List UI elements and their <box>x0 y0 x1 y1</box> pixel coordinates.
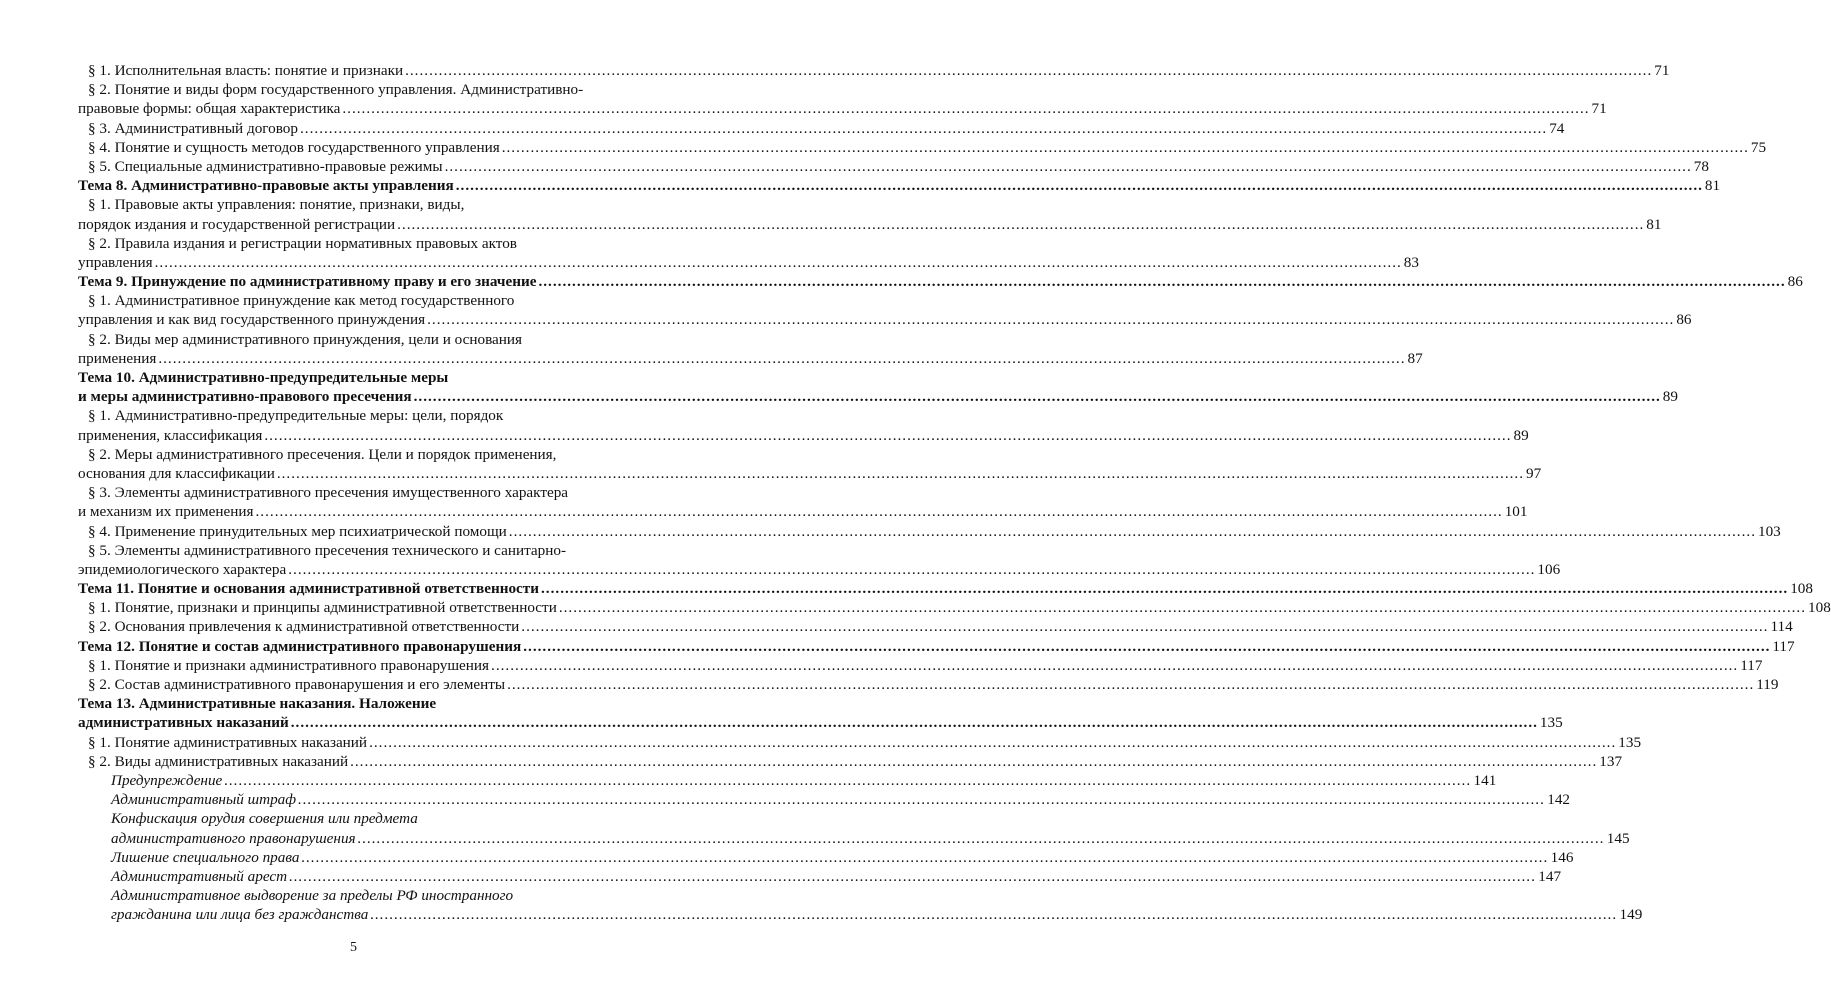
toc-entry <box>78 215 1662 234</box>
toc-entry <box>78 617 1793 636</box>
toc-entry-page: 135 <box>1539 714 1563 732</box>
toc-entry-text: § 2. Меры административного пресечения. Цели и порядок применения, <box>88 445 557 463</box>
toc-entry-text: управления и как вид государственного принуждения <box>78 311 426 329</box>
toc-topic-heading <box>78 176 1721 195</box>
toc-entry <box>78 138 1767 157</box>
toc-entry-text: Тема 9. Принуждение по административному праву и его значение <box>78 273 537 291</box>
toc-subentry <box>78 809 637 828</box>
toc-entry-text: и механизм их применения <box>78 503 254 521</box>
toc-entry <box>78 733 1642 752</box>
toc-entry-page: 86 <box>1676 311 1692 329</box>
toc-entry <box>78 426 1529 445</box>
leader-dots <box>291 713 1538 732</box>
toc-entry-text: применения <box>78 349 157 367</box>
toc-entry-text: административных наказаний <box>78 714 289 732</box>
toc-topic-heading <box>78 694 637 713</box>
leader-dots <box>541 579 1788 598</box>
leader-dots <box>301 848 1548 867</box>
toc-subentry <box>78 790 1571 809</box>
toc-entry <box>78 330 637 349</box>
toc-entry-text: применения, классификация <box>78 426 263 444</box>
toc-entry <box>78 502 1528 521</box>
leader-dots <box>300 119 1547 138</box>
toc-entry <box>78 119 1565 138</box>
toc-entry-text: § 1. Понятие административных наказаний <box>88 733 368 751</box>
toc-entry-text: Тема 13. Административные наказания. Наложение <box>78 695 437 713</box>
toc-entry-text: § 2. Основания привлечения к административной ответственности <box>88 618 520 636</box>
toc-topic-heading <box>78 713 1563 732</box>
leader-dots <box>538 272 1785 291</box>
leader-dots <box>342 99 1589 118</box>
toc-topic-heading <box>78 387 1678 406</box>
leader-dots <box>277 464 1524 483</box>
toc-entry-page: 71 <box>1591 100 1607 118</box>
toc-entry <box>78 61 1670 80</box>
toc-entry-text: § 2. Виды мер административного принуждения, цели и основания <box>88 330 523 348</box>
toc-entry-text: § 2. Состав административного правонарушения и его элементы <box>88 676 506 693</box>
toc-subentry <box>78 771 1497 790</box>
toc-entry-text: и меры административно-правового пресечения <box>78 388 412 406</box>
toc-entry-page: 141 <box>1473 771 1497 789</box>
toc-entry-text: § 4. Применение принудительных мер психиатрической помощи <box>88 522 507 540</box>
toc-entry-text: административного правонарушения <box>111 829 356 847</box>
leader-dots <box>264 426 1511 445</box>
toc-entry-text: эпидемиологического характера <box>78 560 287 578</box>
toc-entry-text: Тема 12. Понятие и состав административного правонарушения <box>78 637 522 655</box>
toc-entry-text: § 5. Специальные административно-правовые режимы <box>88 157 443 175</box>
leader-dots <box>427 310 1674 329</box>
toc-entry-text: § 2. Виды административных наказаний <box>88 752 349 770</box>
leader-dots <box>224 771 1471 790</box>
toc-entry-text: § 1. Понятие и признаки административного правонарушения <box>88 656 490 674</box>
toc-entry <box>78 291 637 310</box>
leader-dots <box>358 829 1605 848</box>
leader-dots <box>445 157 1692 176</box>
toc-entry-page: 119 <box>1756 676 1779 693</box>
toc-entry-page: 87 <box>1407 349 1423 367</box>
toc-entry-page: 146 <box>1550 848 1574 866</box>
leader-dots <box>298 790 1545 809</box>
toc-entry <box>78 483 637 502</box>
leader-dots <box>509 522 1756 541</box>
toc-entry-text: Административный штраф <box>111 791 297 809</box>
toc-subentry <box>78 867 1562 886</box>
toc-entry-page: 101 <box>1504 503 1528 521</box>
toc-entry <box>78 445 637 464</box>
leader-dots <box>289 867 1536 886</box>
toc-entry-page: 142 <box>1547 791 1571 809</box>
toc-entry <box>78 752 1623 771</box>
toc-entry-page: 89 <box>1513 426 1529 444</box>
leader-dots <box>502 138 1749 157</box>
toc-entry <box>78 99 1607 118</box>
toc-subentry <box>78 829 1630 848</box>
toc-subentry <box>78 848 1574 867</box>
toc-entry-page: 137 <box>1599 752 1623 770</box>
leader-dots <box>369 733 1616 752</box>
toc-entry <box>78 406 637 425</box>
toc-topic-heading <box>78 272 1803 291</box>
toc-entry <box>78 157 1709 176</box>
toc-entry-page: 78 <box>1693 157 1709 175</box>
toc-entry <box>78 522 1781 541</box>
toc-entry-page: 149 <box>1619 906 1643 924</box>
leader-dots <box>521 617 1768 636</box>
toc-subentry <box>78 886 637 905</box>
toc-entry <box>78 349 1423 368</box>
leader-dots <box>288 560 1535 579</box>
leader-dots <box>350 752 1597 771</box>
toc-entry-page: 106 <box>1537 560 1561 578</box>
toc-entry-page: 145 <box>1606 829 1630 847</box>
leader-dots <box>405 61 1652 80</box>
toc-topic-heading <box>78 579 1813 598</box>
toc-entry-page: 117 <box>1740 656 1763 674</box>
toc-entry-page: 135 <box>1618 733 1642 751</box>
toc-entry-text: § 3. Элементы административного пресечения имущественного характера <box>88 484 569 502</box>
toc-entry <box>78 310 1692 329</box>
toc-entry-text: Тема 10. Административно-предупредительные меры <box>78 369 449 386</box>
toc-entry-text: Предупреждение <box>111 771 223 789</box>
toc-entry <box>78 234 637 253</box>
leader-dots <box>397 215 1644 234</box>
toc-entry-text: § 4. Понятие и сущность методов государственного управления <box>88 138 500 156</box>
toc-entry-page: 147 <box>1538 867 1562 885</box>
toc-entry-text: Административный арест <box>111 867 288 885</box>
toc-entry-text: § 3. Административный договор <box>88 119 298 137</box>
toc-entry-page: 83 <box>1403 253 1419 271</box>
toc-topic-heading <box>78 368 637 387</box>
toc-entry-text: § 5. Элементы административного пресечения технического и санитарно- <box>88 541 567 559</box>
leader-dots <box>370 905 1617 924</box>
toc-entry-page: 103 <box>1757 522 1781 540</box>
toc-entry <box>78 675 1779 694</box>
leader-dots <box>414 387 1661 406</box>
toc-entry-page: 71 <box>1654 62 1670 79</box>
toc-entry-page: 81 <box>1646 215 1662 233</box>
toc-entry-text: § 1. Административно-предупредительные меры: цели, порядок <box>88 407 504 425</box>
toc-entry <box>78 253 1419 272</box>
toc-entry-text: § 1. Понятие, признаки и принципы административной ответственности <box>88 599 557 617</box>
toc-entry-text: § 1. Правовые акты управления: понятие, признаки, виды, <box>88 196 465 214</box>
toc-entry-text: Конфискация орудия совершения или предмета <box>111 810 418 828</box>
leader-dots <box>491 656 1738 675</box>
toc-entry-text: Тема 8. Административно-правовые акты управления <box>78 177 454 195</box>
leader-dots <box>559 598 1806 617</box>
toc-entry-text: гражданина или лица без гражданства <box>111 906 369 924</box>
toc-entry-text: порядок издания и государственной регистрации <box>78 215 396 233</box>
toc-entry <box>78 560 1561 579</box>
toc-entry-text: управления <box>78 253 153 271</box>
toc-entry-text: правовые формы: общая характеристика <box>78 100 341 118</box>
toc-entry-page: 108 <box>1790 580 1813 598</box>
toc-entry-text: § 2. Правила издания и регистрации нормативных правовых актов <box>88 234 517 252</box>
table-of-contents <box>78 61 1831 924</box>
leader-dots <box>523 637 1770 656</box>
toc-entry-text: Лишение специального права <box>111 848 300 866</box>
toc-entry-text: § 2. Понятие и виды форм государственного управления. Административно- <box>88 81 584 99</box>
toc-entry <box>78 541 637 560</box>
toc-entry-page: 97 <box>1526 464 1542 482</box>
toc-entry <box>78 656 1763 675</box>
leader-dots <box>155 253 1402 272</box>
toc-entry <box>78 80 637 99</box>
toc-entry-page: 74 <box>1549 119 1565 137</box>
toc-entry <box>78 598 1831 617</box>
page-number: 5 <box>350 940 357 955</box>
toc-entry-page: 86 <box>1787 273 1803 291</box>
leader-dots <box>507 675 1754 694</box>
leader-dots <box>256 502 1503 521</box>
toc-entry-page: 89 <box>1662 388 1678 406</box>
toc-entry-text: основания для классификации <box>78 464 275 482</box>
toc-entry-page: 117 <box>1772 637 1795 655</box>
leader-dots <box>456 176 1703 195</box>
toc-entry-page: 81 <box>1704 177 1721 195</box>
toc-topic-heading <box>78 637 1795 656</box>
toc-subentry <box>78 905 1643 924</box>
toc-entry-text: Тема 11. Понятие и основания административной ответственности <box>78 580 539 598</box>
toc-entry-page: 108 <box>1808 599 1831 617</box>
leader-dots <box>158 349 1405 368</box>
toc-entry-text: § 1. Исполнительная власть: понятие и признаки <box>88 62 404 79</box>
toc-entry <box>78 195 637 214</box>
toc-entry <box>78 464 1542 483</box>
toc-entry-text: § 1. Административное принуждение как метод государственного <box>88 292 515 310</box>
toc-entry-page: 114 <box>1770 618 1793 636</box>
toc-entry-page: 75 <box>1750 138 1767 156</box>
toc-entry-text: Административное выдворение за пределы РФ иностранного <box>111 887 514 905</box>
